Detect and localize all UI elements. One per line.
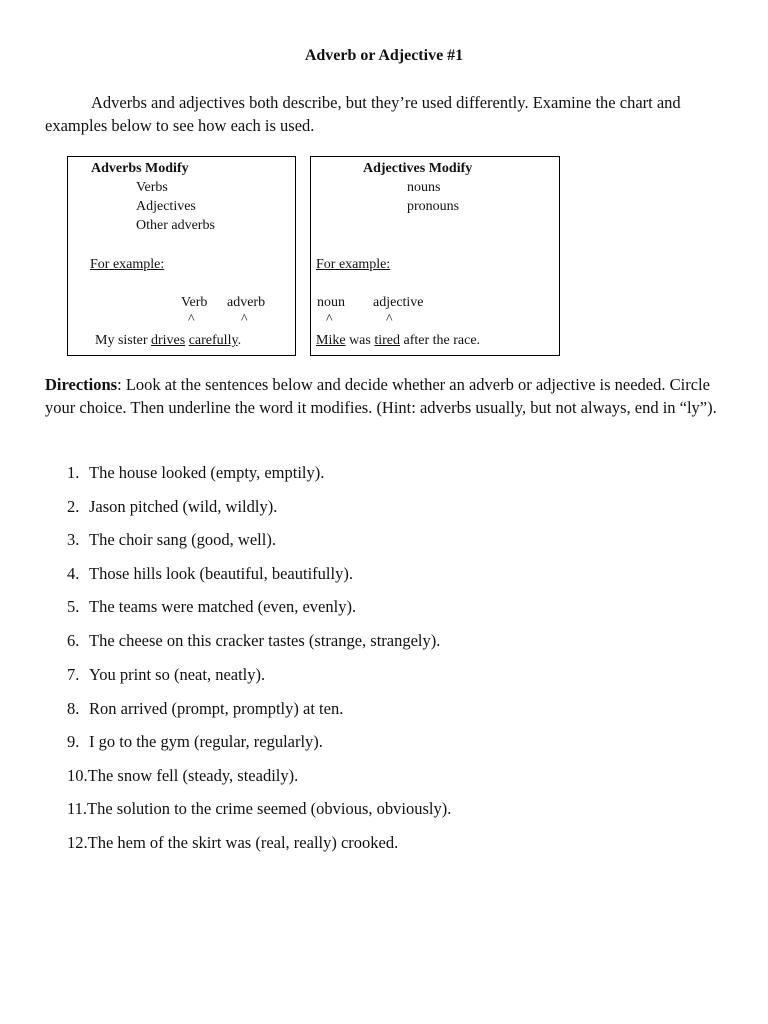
item-number: 7.	[67, 665, 80, 684]
list-item	[67, 597, 356, 617]
list-item	[67, 463, 324, 483]
adverbs-heading: Adverbs Modify	[91, 161, 189, 176]
item-number: 6.	[67, 631, 80, 650]
adverbs-modify-box	[67, 156, 296, 356]
adjective-example-label: For example:	[316, 257, 391, 272]
caret-verb: ^	[188, 312, 195, 327]
adjectives-heading: Adjectives Modify	[363, 161, 473, 176]
item-number: 4.	[67, 564, 80, 583]
example-verb: drives	[151, 333, 186, 348]
label-verb: Verb	[181, 295, 208, 310]
item-text: Ron arrived (prompt, promptly) at ten.	[89, 699, 344, 718]
item-number: 10.	[67, 766, 88, 785]
item-number: 11.	[67, 799, 88, 818]
adverb-target-other-adverbs: Other adverbs	[136, 218, 215, 233]
list-item	[67, 665, 265, 685]
directions-label: Directions	[45, 375, 118, 394]
adjectives-modify-box	[310, 156, 560, 356]
adjective-target-nouns: nouns	[407, 180, 441, 195]
example-noun: Mike	[316, 333, 346, 348]
item-text: The snow fell (steady, steadily).	[87, 766, 299, 785]
item-number: 5.	[67, 597, 80, 616]
list-item	[67, 732, 323, 752]
directions-paragraph	[45, 373, 735, 419]
list-item	[67, 631, 440, 651]
adverb-example-label: For example:	[90, 257, 165, 272]
page-title: Adverb or Adjective #1	[304, 47, 464, 64]
item-text: You print so (neat, neatly).	[89, 665, 266, 684]
sentence-mid: was	[345, 333, 375, 348]
list-item	[67, 833, 398, 853]
item-number: 2.	[67, 497, 80, 516]
item-text: The hem of the skirt was (real, really) crooked.	[87, 833, 399, 852]
list-item	[67, 564, 353, 584]
list-item	[67, 497, 277, 517]
sentence-end: .	[237, 333, 242, 348]
directions-text: : Look at the sentences below and decide whether an adverb or adjective is needed. Circle your choice. Then underline the word it modifies. (Hint: adverbs usually, but not always, end in “ly”).	[45, 375, 717, 417]
adverb-target-adjectives: Adjectives	[136, 199, 196, 214]
item-number: 1.	[67, 463, 80, 482]
item-text: I go to the gym (regular, regularly).	[89, 732, 323, 751]
item-number: 8.	[67, 699, 80, 718]
item-number: 3.	[67, 530, 80, 549]
adjective-target-pronouns: pronouns	[407, 199, 460, 214]
intro-paragraph: Adverbs and adjectives both describe, but they’re used differently. Examine the chart and examples below to see how each is used.	[45, 93, 681, 135]
item-number: 12.	[67, 833, 88, 852]
sentence-end: after the race.	[400, 333, 481, 348]
label-adverb: adverb	[227, 295, 266, 310]
item-text: The choir sang (good, well).	[89, 530, 276, 549]
example-adverb: carefully	[188, 333, 238, 348]
adverb-target-verbs: Verbs	[136, 180, 168, 195]
item-text: The house looked (empty, emptily).	[89, 463, 325, 482]
list-item	[67, 766, 298, 786]
label-adjective: adjective	[373, 295, 424, 310]
adverb-example-sentence	[95, 331, 241, 350]
caret-adjective: ^	[386, 312, 393, 327]
item-text: The solution to the crime seemed (obvious, obviously).	[87, 799, 452, 818]
label-noun: noun	[317, 295, 345, 310]
item-number: 9.	[67, 732, 80, 751]
item-text: Jason pitched (wild, wildly).	[89, 497, 278, 516]
adjective-example-sentence	[316, 331, 480, 350]
example-adjective: tired	[374, 333, 400, 348]
item-text: The cheese on this cracker tastes (strange, strangely).	[89, 631, 441, 650]
item-text: The teams were matched (even, evenly).	[89, 597, 357, 616]
list-item	[67, 699, 343, 719]
caret-noun: ^	[326, 312, 333, 327]
caret-adverb: ^	[241, 312, 248, 327]
list-item	[67, 799, 451, 819]
sentence-start: My sister	[95, 333, 151, 348]
item-text: Those hills look (beautiful, beautifully).	[89, 564, 353, 583]
list-item	[67, 530, 276, 550]
